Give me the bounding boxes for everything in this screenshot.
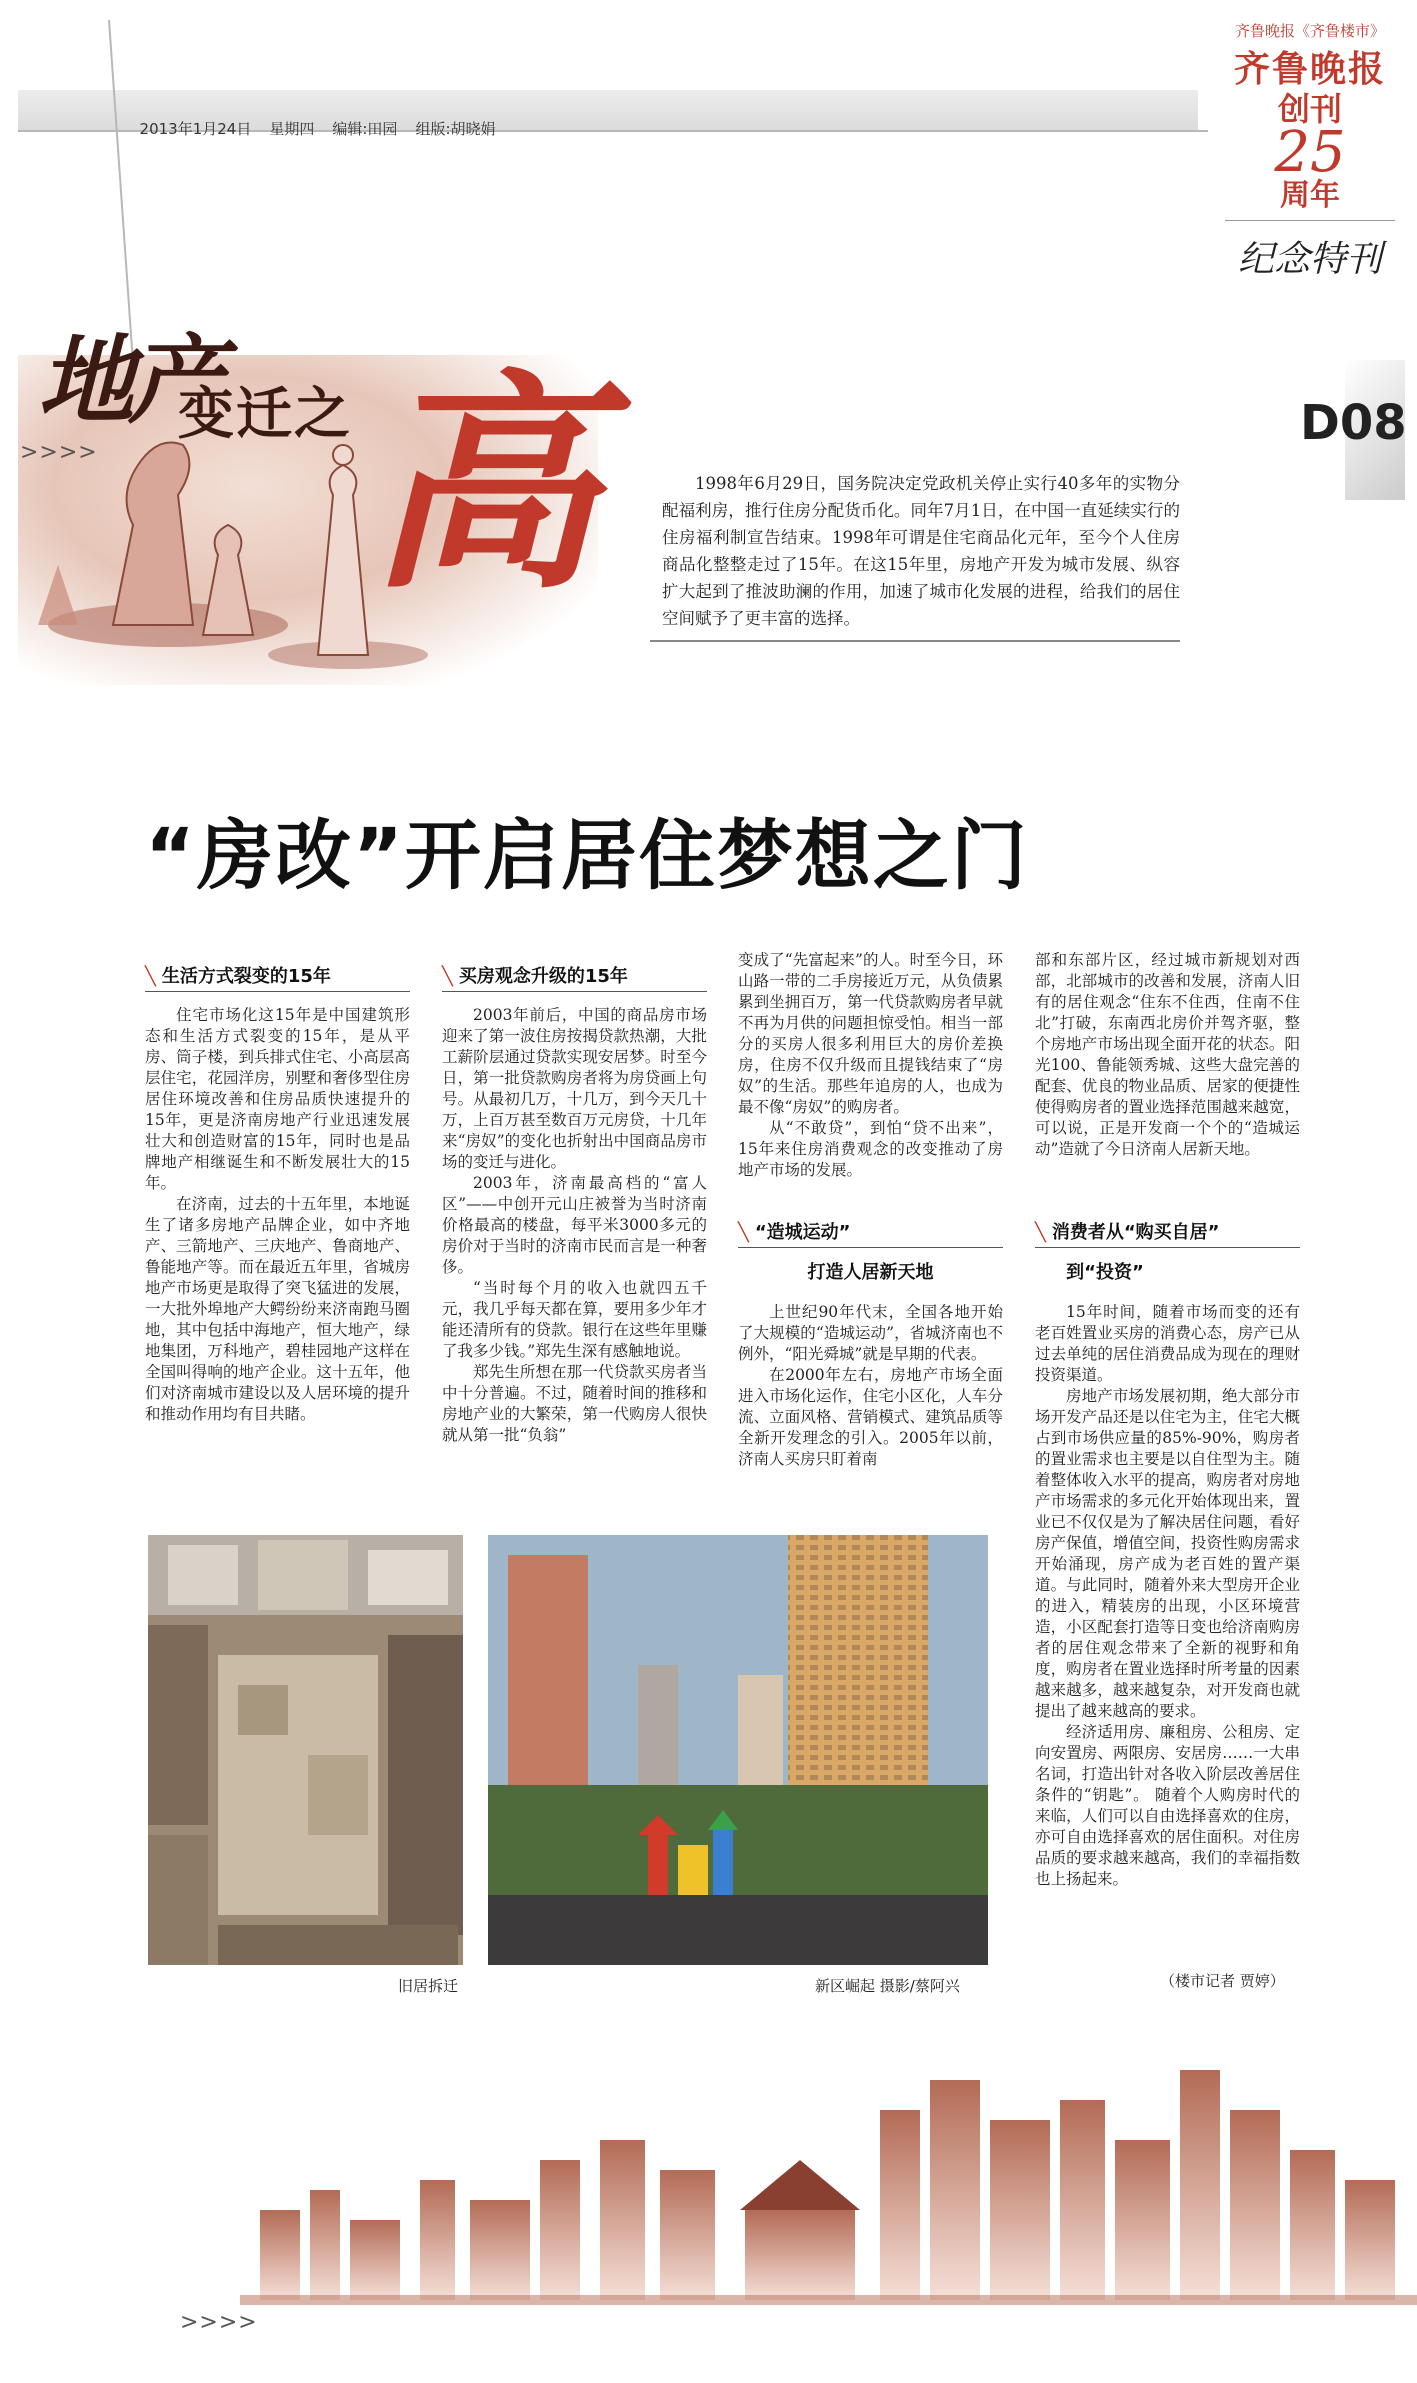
col3-paragraph: 在2000年左右，房地产市场全面进入市场化运作，住宅小区化，人车分流、立面风格、营销模式、建筑品质等全新开发理念的引入。2005年以前，济南人买房只盯着南: [738, 1366, 1003, 1468]
col1-paragraph: 在济南，过去的十五年里，本地诞生了诸多房地产品牌企业，如中齐地产、三箭地产、三庆地产、鲁商地产、鲁能地产等。而在最近五年里，省城房地产市场更是取得了突飞猛进的发展，一大批外埠地产大鳄纷纷来济南跑马圈地，其中包括中海地产，恒大地产，绿地集团，万科地产，碧桂园地产这样在全国叫得响的地产企业。这十五年，他们对济南城市建设以及人居环境的提升和推动作用均有目共睹。: [145, 1195, 410, 1423]
demolition-aerial-image: [148, 1535, 463, 1965]
issue-weekday: 星期四: [269, 120, 315, 138]
reporter-byline: （楼市记者 贾婷）: [1160, 1972, 1285, 1990]
photo-caption-old: 旧居拆迁: [398, 1977, 459, 1995]
col3-subhead-a: [738, 1218, 1003, 1248]
brand-kan: 创刊: [1277, 90, 1342, 128]
subhead-mark-icon: ╲: [738, 1222, 749, 1243]
brand-paper: 齐鲁晚报: [1233, 48, 1386, 90]
col4-body-top: [1035, 950, 1300, 1160]
new-district-image: [488, 1535, 988, 1965]
col2-paragraph: 2003年，济南最高档的“富人区”——中创开元山庄被誉为当时济南价格最高的楼盘，每平米3000多元的房价对于当时的济南市民而言是一种奢侈。: [442, 1174, 707, 1276]
col3-paragraph: 从“不敢贷”，到怕“贷不出来”，15年来住房消费观念的改变推动了房地产市场的发展。: [738, 1119, 1003, 1179]
arrows-decoration-bottom: >>>>: [180, 2310, 258, 2335]
editor-credit: 编辑:田园: [332, 120, 398, 138]
col2-paragraph: 2003年前后，中国的商品房市场迎来了第一波住房按揭贷款热潮，大批工薪阶层通过贷款实现安居梦。时至今日，第一批贷款购房者将为房贷画上句号。从最初几万，十几万，到今天几十万，上百万甚至数百万元房贷，十几年来“房奴”的变化也折射出中国商品房市场的变迁与进化。: [442, 1006, 707, 1171]
col4-paragraph: 15年时间，随着市场而变的还有老百姓置业买房的消费心态，房产已从过去单纯的居住消费品成为现在的理财投资渠道。: [1035, 1303, 1300, 1384]
col1-body: [145, 1005, 410, 1425]
arrows-decoration-top: >>>>: [20, 440, 98, 465]
hero-title-part1: 地产: [38, 324, 218, 437]
col4-subhead-b: 到“投资”: [1066, 1262, 1144, 1283]
photo-new-district: [488, 1535, 988, 1965]
col2-subhead: [442, 962, 707, 992]
col4-paragraph: 部和东部片区，经过城市新规划对西部，北部城市的改善和发展，济南人旧有的居住观念“住东不住西，住南不住北”打破，东南西北房价并驾齐驱，整个房地产市场出现全面开花的状态。阳光100、鲁能领秀城、这些大盘完善的配套、优良的物业品质、居家的便捷性使得购房者的置业选择范围越来越宽，可以说，正是开发商一个个的“造城运动”造就了今日济南人居新天地。: [1035, 951, 1300, 1158]
col3-paragraph: 上世纪90年代末，全国各地开始了大规模的“造城运动”，省城济南也不例外，“阳光舜城”就是早期的代表。: [738, 1303, 1003, 1363]
col3-body-top: [738, 950, 1003, 1181]
col1-subhead-text: 生活方式裂变的15年: [161, 966, 331, 987]
brand-block: [1215, 20, 1405, 325]
city-skyline-illustration: [0, 2050, 1417, 2350]
col2-paragraph: 郑先生所想在那一代贷款买房者当中十分普遍。不过，随着时间的推移和房地产业的大繁荣，第一代购房人很快就从第一批“负翁”: [442, 1363, 707, 1444]
hero-graphic: [18, 295, 598, 685]
col4-paragraph: 经济适用房、廉租房、公租房、定向安置房、两限房、安居房……一大串名词，打造出针对各收入阶层改善居住条件的“钥匙”。 随着个人购房时代的来临，人们可以自由选择喜欢的住房，亦可自由选择喜欢的居住面积。对住房品质的要求越来越高，我们的幸福指数也上扬起来。: [1035, 1723, 1300, 1888]
col1-subhead: [145, 962, 410, 992]
col2-subhead-text: 买房观念升级的15年: [458, 966, 628, 987]
col4-paragraph: 房地产市场发展初期，绝大部分市场开发产品还是以住宅为主，住宅大概占到市场供应量的85%-90%，购房者的置业需求也主要是以自住型为主。随着整体收入水平的提高，购房者对房地产市场需求的多元化开始体现出来，置业已不仅仅是为了解决居住问题，看好房产保值，增值空间，投资性购房需求开始涌现，房产成为老百姓的置产渠道。与此同时，随着外来大型房开企业的进入，精装房的出现，小区环境营造，小区配套打造等日变也给济南购房者的居住观念带来了全新的视野和角度，购房者在置业选择时所考量的因素越来越多，越来越复杂，对开发商也就提出了越来越高的要求。: [1035, 1387, 1300, 1720]
layout-credit: 组版:胡晓娟: [415, 120, 496, 138]
skyline-icon: [0, 2050, 1417, 2350]
col3-body-bottom: [738, 1302, 1003, 1470]
col2-body: [442, 1005, 707, 1446]
intro-divider: [650, 640, 1180, 642]
col3-subhead-a-text: “造城运动”: [754, 1222, 851, 1243]
brand-years: 25: [1274, 120, 1346, 185]
col2-paragraph: “当时每个月的收入也就四五千元，我几乎每天都在算，要用多少年才能还清所有的贷款。银行在这些年里赚了我多少钱。”郑先生深有感触地说。: [442, 1279, 707, 1360]
issue-date: 2013年1月24日: [139, 120, 252, 138]
photo-old-housing-demolition: [148, 1535, 463, 1965]
brand-special: 纪念特刊: [1237, 239, 1382, 280]
dateline: [130, 100, 514, 139]
hero-title-part2: 变迁之: [178, 381, 352, 447]
col1-paragraph: 住宅市场化这15年是中国建筑形态和生活方式裂变的15年，是从平房、筒子楼，到兵排式住宅、小高层高层住宅，花园洋房，别墅和奢侈型住房居住环境改善和住房品质快速提升的15年，更是济南房地产行业迅速发展壮大和创造财富的15年，同时也是品牌地产相继诞生和不断发展壮大的15年。: [145, 1006, 410, 1192]
intro-paragraph: 1998年6月29日，国务院决定党政机关停止实行40多年的实物分配福利房，推行住房分配货币化。同年7月1日，在中国一直延续实行的住房福利制宣告结束。1998年可谓是住宅商品化元年，至今个人住房商品化整整走过了15年。在这15年里，房地产开发为城市发展、纵容扩大起到了推波助澜的作用，加速了城市化发展的进程，给我们的居住空间赋予了更丰富的选择。: [662, 474, 1180, 628]
brand-divider: [1225, 220, 1395, 221]
brand-small: 齐鲁晚报《齐鲁楼市》: [1234, 22, 1385, 40]
page-headline: “房改”开启居住梦想之门: [145, 811, 1029, 900]
col4-body-bottom: [1035, 1302, 1300, 1890]
col4-subhead-a-text: 消费者从“购买自居”: [1051, 1222, 1220, 1243]
page-number: D08: [1300, 395, 1407, 451]
hero-title-part3: 高: [368, 350, 598, 620]
col4-subhead-a: [1035, 1218, 1300, 1248]
subhead-mark-icon: ╲: [145, 966, 156, 987]
subhead-mark-icon: ╲: [442, 966, 453, 987]
subhead-mark-icon: ╲: [1035, 1222, 1046, 1243]
col3-paragraph: 变成了“先富起来”的人。时至今日，环山路一带的二手房接近万元，从负债累累到坐拥百万，第一代贷款购房者早就不再为月供的问题担惊受怕。相当一部分的买房人很多利用巨大的房价差换房，住房不仅升级而且提钱结束了“房奴”的生活。那些年追房的人，也成为最不像“房奴”的购房者。: [738, 951, 1003, 1116]
brand-zhounian: 周年: [1280, 178, 1340, 213]
photo-caption-new: 新区崛起 摄影/蔡阿兴: [815, 1977, 960, 1995]
col3-subhead-b: 打造人居新天地: [807, 1262, 934, 1283]
